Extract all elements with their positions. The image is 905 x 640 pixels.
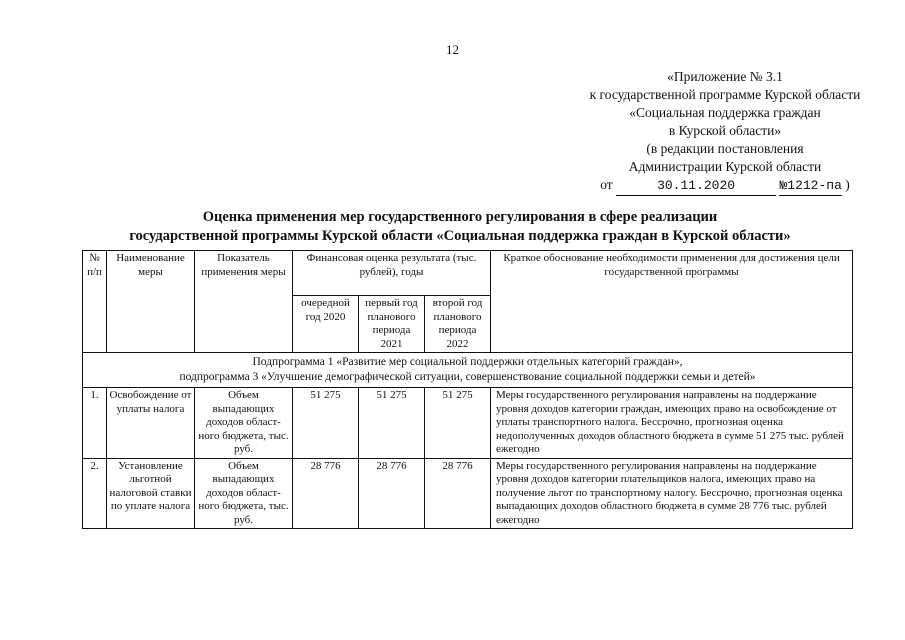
header-year-2020: очередной год 2020 (293, 296, 359, 353)
from-label: от (600, 177, 613, 192)
measures-table (82, 250, 853, 529)
header-justification: Краткое обоснование необходимости применения для достижения цели государственной программы (491, 251, 853, 353)
row-indicator: Объем выпадающих доходов област-ного бюджета, тыс. руб. (195, 458, 293, 529)
row-indicator: Объем выпадающих доходов област-ного бюджета, тыс. руб. (195, 388, 293, 459)
appendix-date-line (520, 176, 905, 196)
row-measure-name: Освобождение от уплаты налога (107, 388, 195, 459)
table-header-row (83, 251, 853, 296)
subprogram-cell (83, 353, 853, 388)
page-number: 12 (446, 42, 459, 57)
header-year-2021: первый год планового периода 2021 (359, 296, 425, 353)
closing-paren: ) (845, 177, 850, 192)
table-row (83, 388, 853, 459)
row-value-2022: 51 275 (425, 388, 491, 459)
table-row (83, 458, 853, 529)
row-measure-name: Установление льготной налоговой ставки по уплате налога (107, 458, 195, 529)
subprogram-row (83, 353, 853, 388)
row-num: 1. (83, 388, 107, 459)
row-value-2020: 51 275 (293, 388, 359, 459)
subprogram-line-1: Подпрограмма 1 «Развитие мер социальной поддержки отдельных категорий граждан», (252, 356, 683, 368)
appendix-line-5: (в редакции постановления (646, 141, 804, 156)
header-year-2022: второй год планового периода 2022 (425, 296, 491, 353)
appendix-header (520, 68, 905, 196)
row-justification: Меры государственного регулирования направлены на поддержание уровня доходов категории плательщиков налога, имеющих право на получение льгот по транспортному налогу. Бессрочно, прогнозная оценка выпадающих доходов областного бюджета в сумме 28 776 тыс. рублей ежегодно (491, 458, 853, 529)
appendix-line-3: «Социальная поддержка граждан (629, 105, 821, 120)
appendix-line-2: к государственной программе Курской области (589, 87, 861, 102)
header-financial: Финансовая оценка результата (тыс. рублей), годы (293, 251, 491, 296)
appendix-line-1: «Приложение № 3.1 (667, 69, 783, 84)
row-num: 2. (83, 458, 107, 529)
title-line-1: Оценка применения мер государственного регулирования в сфере реализации (202, 209, 718, 225)
appendix-line-4: в Курской области» (668, 123, 782, 138)
row-justification: Меры государственного регулирования направлены на поддержание уровня доходов категории граждан, имеющих право на освобождение от уплаты транспортного налога. Бессрочно, прогнозная оценка недополученных доходов областного бюджета в сумме 51 275 тыс. рублей ежегодно (491, 388, 853, 459)
header-indicator: Показатель применения меры (195, 251, 293, 353)
row-value-2020: 28 776 (293, 458, 359, 529)
header-num: № п/п (83, 251, 107, 353)
appendix-line-6: Администрации Курской области (628, 159, 822, 174)
header-name: Наименование меры (107, 251, 195, 353)
resolution-date: 30.11.2020 (616, 177, 776, 196)
resolution-number: №1212-па (779, 177, 841, 196)
row-value-2021: 51 275 (359, 388, 425, 459)
title-line-2: государственной программы Курской области «Социальная поддержка граждан в Курской области» (129, 228, 791, 244)
row-value-2021: 28 776 (359, 458, 425, 529)
row-value-2022: 28 776 (425, 458, 491, 529)
document-title (90, 208, 830, 246)
subprogram-line-2: подпрограмма 3 «Улучшение демографической ситуации, совершенствование социальной поддержки семьи и детей» (179, 371, 756, 383)
